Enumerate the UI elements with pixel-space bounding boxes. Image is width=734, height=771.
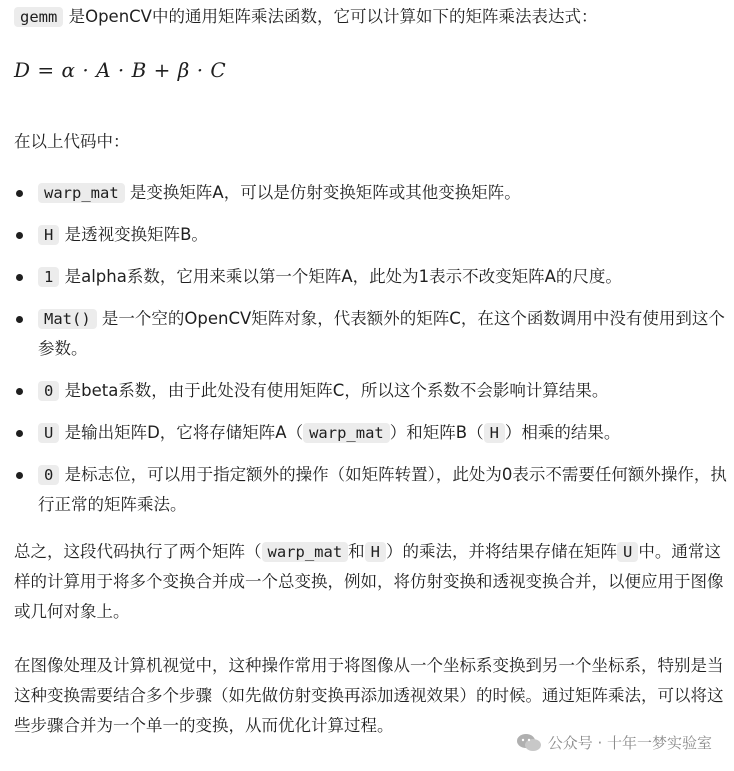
inline-code: 1 — [38, 267, 59, 287]
inline-code: warp_mat — [262, 542, 349, 562]
list-item-text: 是输出矩阵D，它将存储矩阵A（ — [64, 423, 304, 442]
header-text: 是OpenCV中的通用矩阵乘法函数，它可以计算如下的矩阵乘法表达式： — [68, 7, 598, 26]
bullet-icon — [16, 316, 23, 323]
bullet-icon — [16, 472, 23, 479]
inline-code: H — [38, 225, 59, 245]
inline-code: U — [38, 423, 59, 443]
bullet-icon — [16, 190, 23, 197]
bullet-icon — [16, 430, 23, 437]
list-item — [14, 178, 728, 208]
list-item-text: 是一个空的OpenCV矩阵对象，代表额外的矩阵C，在这个函数调用中没有使用到这个参数。 — [38, 309, 725, 358]
summary-text: 总之，这段代码执行了两个矩阵（ — [14, 542, 262, 561]
list-item — [14, 262, 728, 292]
bullet-icon — [16, 274, 23, 281]
list-item — [14, 418, 728, 448]
inline-code: 0 — [38, 381, 59, 401]
inline-code: H — [365, 542, 386, 562]
list-item-text: 是变换矩阵A，可以是仿射变换矩阵或其他变换矩阵。 — [129, 183, 521, 202]
list-item-text: 是beta系数，由于此处没有使用矩阵C，所以这个系数不会影响计算结果。 — [64, 381, 609, 400]
inline-code: H — [484, 423, 505, 443]
list-item — [14, 220, 728, 250]
bullet-icon — [16, 232, 23, 239]
inline-code: Mat() — [38, 309, 97, 329]
intro-text: 在以上代码中： — [14, 132, 130, 151]
header-line — [14, 2, 597, 32]
list-item-text: 是alpha系数，它用来乘以第一个矩阵A，此处为1表示不改变矩阵A的尺度。 — [64, 267, 622, 286]
list-item — [14, 304, 728, 364]
list-item-text: 是透视变换矩阵B。 — [64, 225, 208, 244]
inline-code: warp_mat — [303, 423, 390, 443]
inline-code: U — [617, 542, 638, 562]
inline-code: warp_mat — [38, 183, 125, 203]
formula: D = α · A · B + β · C — [14, 58, 227, 82]
list-item — [14, 376, 728, 406]
watermark-text: 公众号 · 十年一梦实验室 — [547, 734, 712, 752]
watermark — [516, 732, 712, 753]
closing-paragraph: 在图像处理及计算机视觉中，这种操作常用于将图像从一个坐标系变换到另一个坐标系，特别是当这种变换需要结合多个步骤（如先做仿射变换再添加透视效果）的时候。通过矩阵乘法，可以将这些步骤合并为一个单一的变换，从而优化计算过程。 — [14, 656, 724, 735]
list-item-text: 是标志位，可以用于指定额外的操作（如矩阵转置），此处为0表示不需要任何额外操作，执行正常的矩阵乘法。 — [38, 465, 727, 514]
bullet-icon — [16, 388, 23, 395]
summary-text: 中。通常这样的计算用于将多个变换合并成一个总变换，例如，将仿射变换和透视变换合并，以便应用于图像或几何对象上。 — [14, 542, 724, 621]
wechat-icon — [516, 733, 542, 753]
summary-text: 和 — [348, 542, 365, 561]
summary-paragraph — [14, 537, 728, 627]
list-item — [14, 460, 728, 520]
summary-text: ）的乘法，并将结果存储在矩阵 — [386, 542, 617, 561]
list-item-text: ）和矩阵B（ — [389, 423, 484, 442]
list-item-text: ）相乘的结果。 — [504, 423, 621, 442]
inline-code-gemm: gemm — [14, 7, 63, 27]
inline-code: 0 — [38, 465, 59, 485]
parameter-list — [14, 178, 728, 532]
